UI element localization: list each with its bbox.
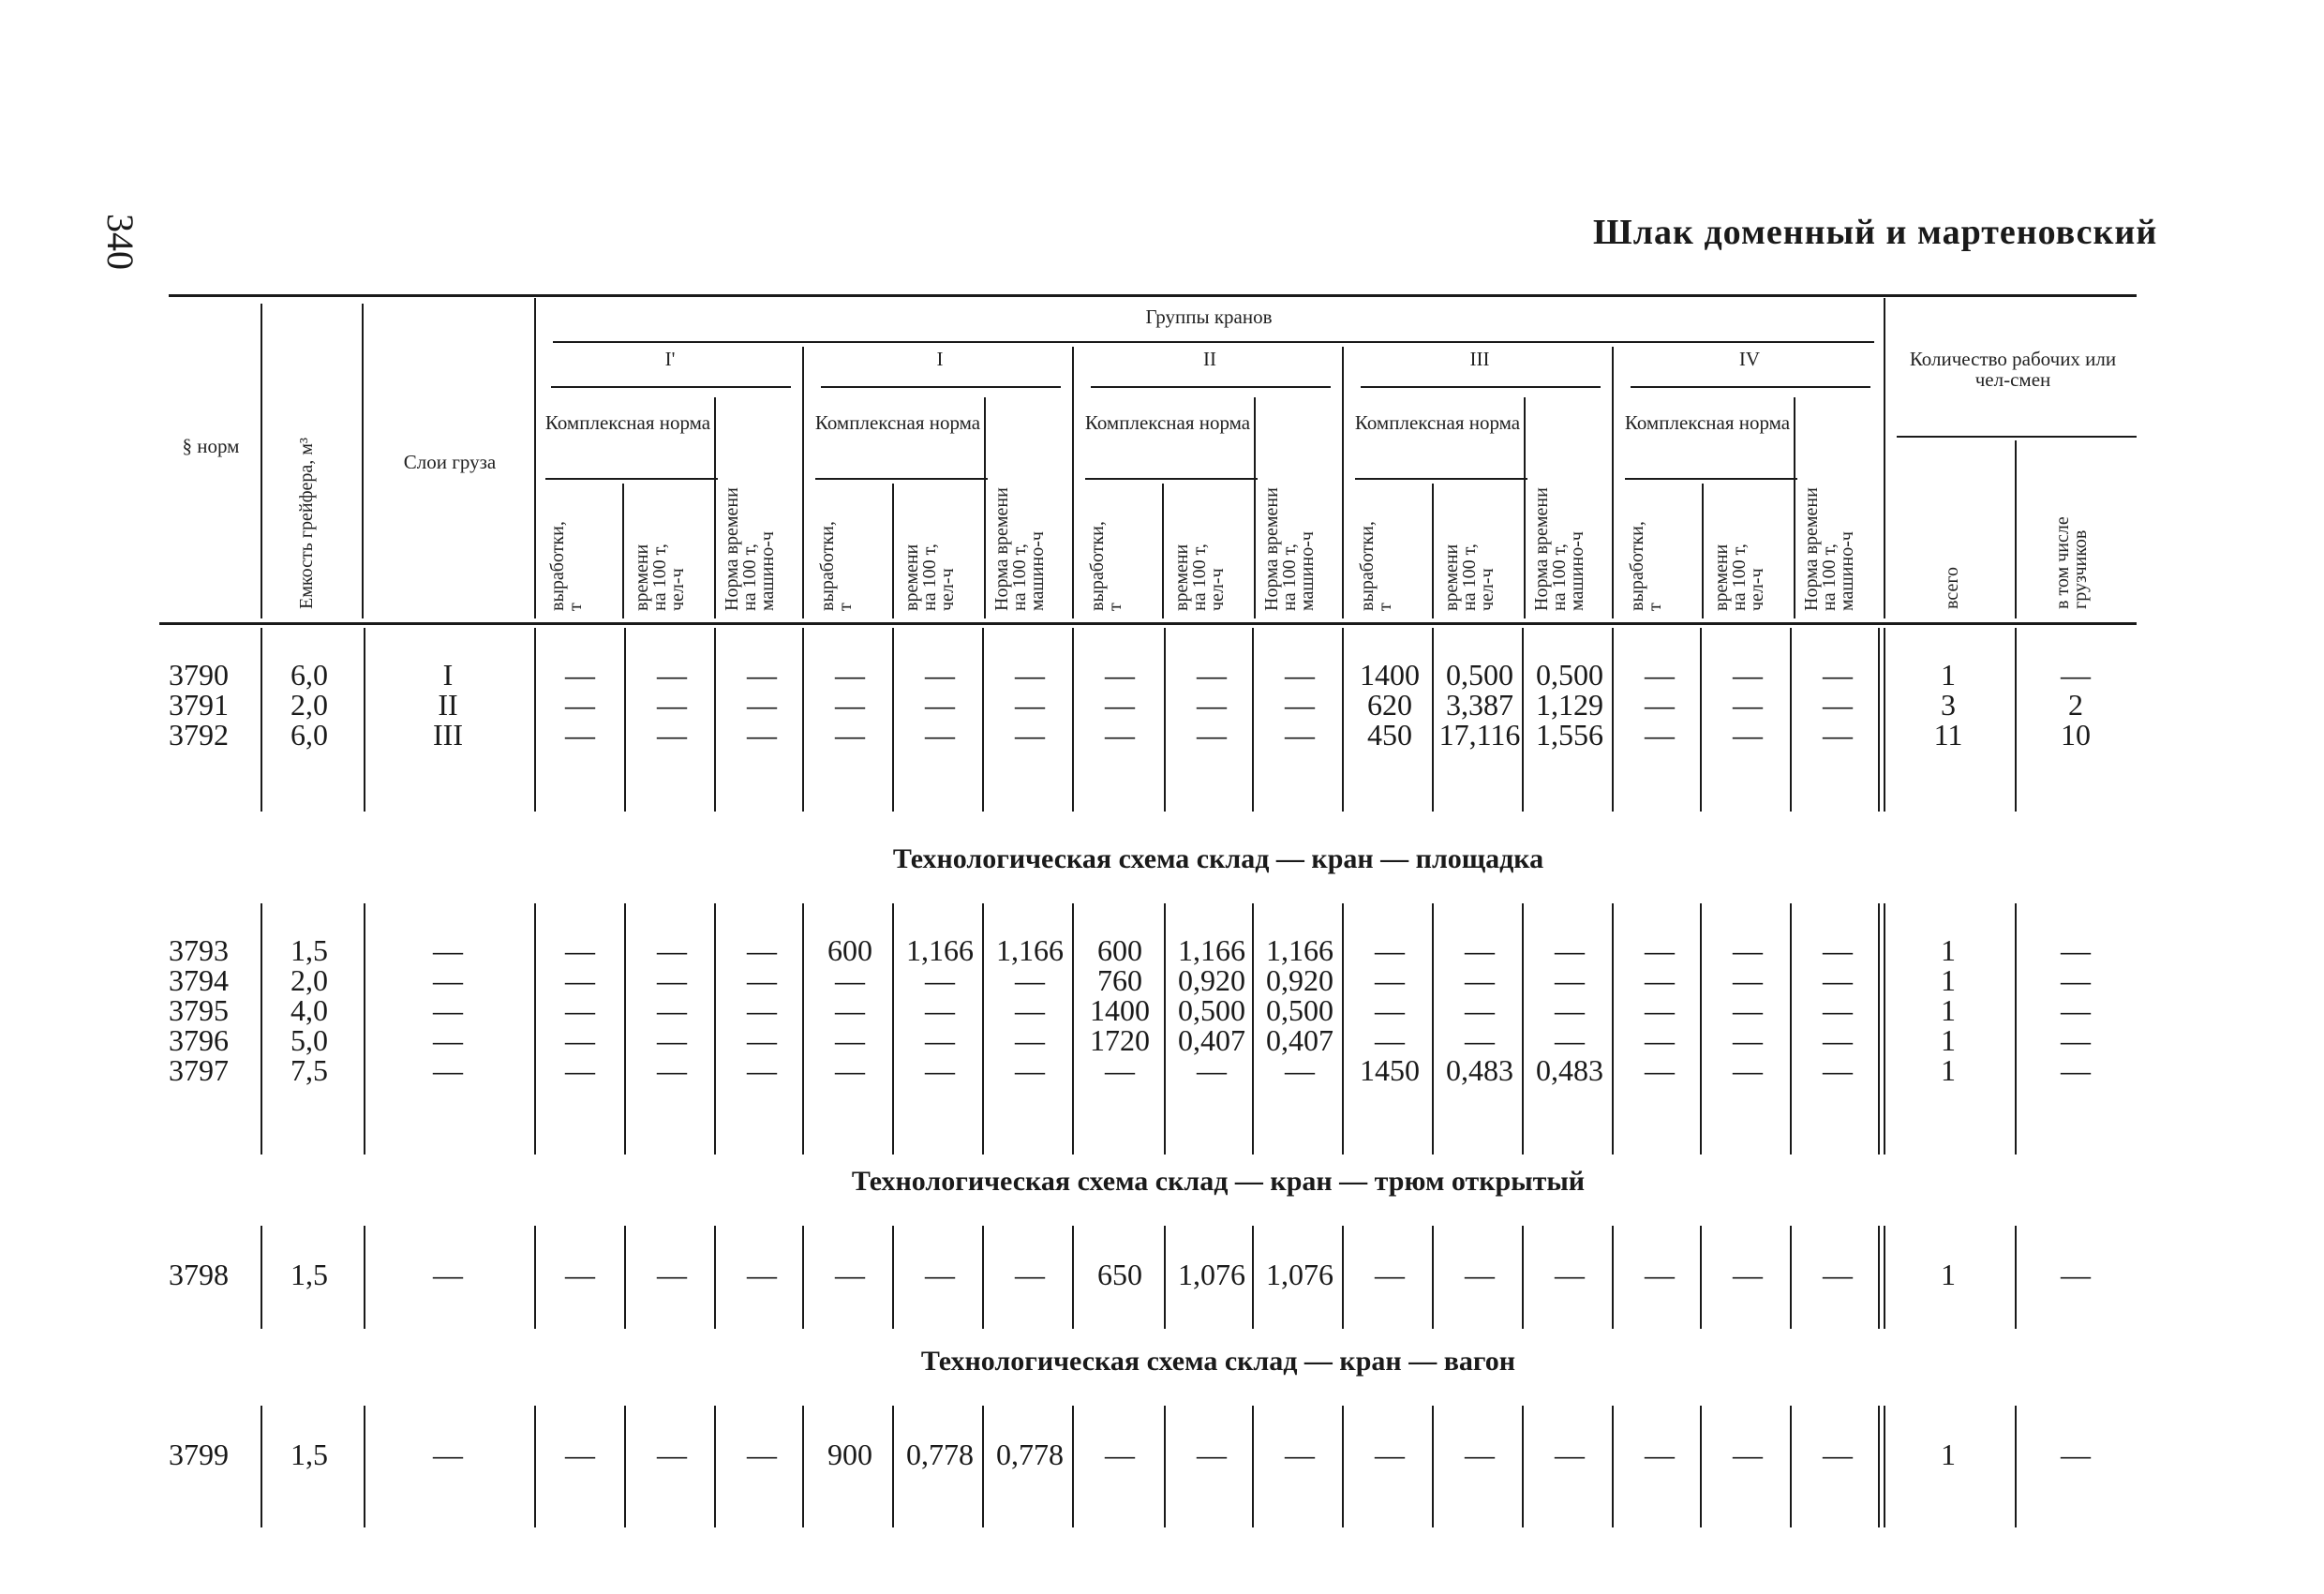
table-header-bottom-rule (159, 622, 2137, 625)
header-cranes: Группы кранов (1145, 305, 1273, 328)
norm-value: — (1285, 658, 1315, 692)
output-header: выработки, т (817, 521, 856, 611)
norm-value: — (1015, 1023, 1045, 1057)
norm-value: — (657, 933, 687, 967)
norm-value: — (1555, 963, 1585, 997)
grab-capacity: 4,0 (290, 993, 328, 1027)
norm-value: — (747, 1053, 777, 1087)
norm-value: — (1733, 1053, 1763, 1087)
norm-value: — (1823, 1023, 1853, 1057)
loaders-count: — (2061, 1258, 2091, 1291)
header-total: всего (1942, 566, 1962, 609)
norm-value: — (1733, 1258, 1763, 1291)
norm-value: — (1015, 658, 1045, 692)
norm-value: — (925, 1023, 955, 1057)
complex-norm-label: Комплексная норма (1084, 411, 1251, 434)
norm-value: 1,166 (1178, 933, 1245, 967)
norm-value: 760 (1097, 963, 1142, 997)
norm-value: — (1285, 718, 1315, 752)
complex-norm-rule (815, 478, 988, 480)
complex-norm-rule (1355, 478, 1527, 480)
loaders-count: — (2061, 1023, 2091, 1057)
norm-value: — (1645, 658, 1675, 692)
cargo-layer: — (433, 1053, 463, 1087)
header-divider (802, 347, 804, 618)
time-header: времени на 100 т, чел-ч (1711, 544, 1767, 611)
complex-norm-label: Комплексная норма (1354, 411, 1521, 434)
norm-value: — (835, 1258, 865, 1291)
norm-value: — (1733, 963, 1763, 997)
norm-value: — (1465, 933, 1495, 967)
cargo-layer: — (433, 1438, 463, 1471)
crane-group-label: I (936, 348, 944, 370)
header-norm: § норм (182, 435, 240, 457)
norm-value: — (1823, 1258, 1853, 1291)
loaders-count: — (2061, 993, 2091, 1027)
norm-value: — (1197, 688, 1227, 722)
norm-value: — (835, 993, 865, 1027)
column-rule (1164, 1406, 1166, 1527)
norm-value: — (565, 963, 595, 997)
column-rule (1164, 903, 1166, 1155)
norm-value: — (1645, 718, 1675, 752)
cargo-layer: — (433, 963, 463, 997)
norm-value: — (1285, 688, 1315, 722)
complex-norm-rule (1085, 478, 1258, 480)
norm-value: 1,076 (1178, 1258, 1245, 1291)
norm-value: — (1645, 1258, 1675, 1291)
norm-value: 1,076 (1266, 1258, 1333, 1291)
norm-value: — (565, 1438, 595, 1471)
header-workers: Количество рабочих или чел-смен (1909, 348, 2117, 391)
grab-capacity: 1,5 (290, 933, 328, 967)
norm-value: — (1375, 1258, 1405, 1291)
norm-value: — (747, 658, 777, 692)
norm-value: — (835, 1053, 865, 1087)
norm-value: — (1733, 718, 1763, 752)
crane-group-rule (1361, 386, 1601, 388)
norm-value: — (925, 688, 955, 722)
norm-number: 3798 (169, 1258, 229, 1291)
workers-total: 1 (1941, 1053, 1956, 1087)
header-divider (261, 304, 262, 618)
norm-value: — (1465, 1023, 1495, 1057)
workers-total: 1 (1941, 658, 1956, 692)
grab-capacity: 6,0 (290, 718, 328, 752)
crane-group-label: IV (1738, 348, 1761, 370)
norm-number: 3799 (169, 1438, 229, 1471)
norm-value: 600 (827, 933, 872, 967)
norm-value: — (1555, 1023, 1585, 1057)
page-number: 340 (99, 214, 142, 270)
workers-total: 1 (1941, 1438, 1956, 1471)
norm-value: 0,778 (906, 1438, 974, 1471)
norm-value: — (1105, 1053, 1135, 1087)
loaders-count: — (2061, 933, 2091, 967)
grab-capacity: 6,0 (290, 658, 328, 692)
complex-norm-rule (545, 478, 718, 480)
crane-group-label: I' (664, 348, 676, 370)
norm-value: — (1823, 993, 1853, 1027)
norm-value: — (1823, 688, 1853, 722)
time-header: времени на 100 т, чел-ч (901, 544, 958, 611)
norm-value: — (1645, 688, 1675, 722)
column-rule (1164, 628, 1166, 812)
norm-value: — (747, 1023, 777, 1057)
workers-total: 1 (1941, 963, 1956, 997)
machine-header: Норма времени на 100 т, машино-ч (722, 487, 778, 611)
header-divider (1612, 347, 1614, 618)
norm-value: — (835, 688, 865, 722)
norm-value: — (1645, 963, 1675, 997)
norm-value: — (657, 688, 687, 722)
norm-value: — (1197, 1438, 1227, 1471)
norm-value: 1,166 (906, 933, 974, 967)
norm-value: 650 (1097, 1258, 1142, 1291)
column-rule (624, 628, 626, 812)
header-loaders: в том числе грузчиков (2052, 516, 2091, 609)
norm-number: 3795 (169, 993, 229, 1027)
norm-value: — (1823, 963, 1853, 997)
norm-value: — (565, 1023, 595, 1057)
crane-group-label: III (1469, 348, 1490, 370)
norm-value: — (747, 933, 777, 967)
cargo-layer: III (433, 718, 463, 752)
norm-value: — (925, 718, 955, 752)
complex-norm-rule (1625, 478, 1797, 480)
norm-value: 1400 (1090, 993, 1150, 1027)
norm-number: 3791 (169, 688, 229, 722)
header-divider (1884, 298, 1885, 618)
norm-value: 0,407 (1266, 1023, 1333, 1057)
complex-norm-label: Комплексная норма (1624, 411, 1791, 434)
norm-value: — (747, 688, 777, 722)
machine-header: Норма времени на 100 т, машино-ч (1531, 487, 1587, 611)
norm-value: 0,483 (1446, 1053, 1513, 1087)
norm-value: — (1015, 688, 1045, 722)
norm-value: — (657, 993, 687, 1027)
norm-value: — (1285, 1053, 1315, 1087)
norm-value: — (1465, 1438, 1495, 1471)
norm-value: — (657, 963, 687, 997)
time-header: времени на 100 т, чел-ч (632, 544, 688, 611)
norm-value: — (925, 658, 955, 692)
workers-total: 3 (1941, 688, 1956, 722)
header-divider (1342, 347, 1344, 618)
norm-value: — (1465, 1258, 1495, 1291)
norm-value: — (1823, 658, 1853, 692)
header-divider (1162, 484, 1164, 618)
norm-value: 600 (1097, 933, 1142, 967)
norm-value: 0,500 (1178, 993, 1245, 1027)
workers-total: 1 (1941, 993, 1956, 1027)
norm-value: — (1197, 1053, 1227, 1087)
norm-value: 900 (827, 1438, 872, 1471)
cargo-layer: II (438, 688, 458, 722)
norm-number: 3790 (169, 658, 229, 692)
norm-value: — (657, 1053, 687, 1087)
norm-value: 0,500 (1446, 658, 1513, 692)
norm-value: 0,778 (996, 1438, 1064, 1471)
workers-total: 1 (1941, 1023, 1956, 1057)
grab-capacity: 1,5 (290, 1258, 328, 1291)
norm-value: — (1645, 933, 1675, 967)
norm-value: 1,166 (1266, 933, 1333, 967)
norm-value: 1720 (1090, 1023, 1150, 1057)
header-layer: Слои груза (403, 451, 497, 473)
norm-value: — (1375, 1438, 1405, 1471)
norm-value: — (747, 1258, 777, 1291)
crane-group-rule (551, 386, 791, 388)
norm-value: — (1645, 1438, 1675, 1471)
norm-value: — (565, 658, 595, 692)
norm-value: — (1105, 688, 1135, 722)
norm-value: — (1645, 993, 1675, 1027)
norm-value: — (925, 1053, 955, 1087)
header-divider (984, 397, 986, 618)
norm-value: — (565, 993, 595, 1027)
crane-group-rule (821, 386, 1061, 388)
norm-value: — (1733, 1023, 1763, 1057)
crane-group-label: II (1203, 348, 1216, 370)
crane-group-rule (1091, 386, 1331, 388)
norm-value: — (565, 718, 595, 752)
column-rule (1164, 1226, 1166, 1329)
norm-number: 3794 (169, 963, 229, 997)
norm-value: — (657, 1258, 687, 1291)
machine-header: Норма времени на 100 т, машино-ч (1801, 487, 1857, 611)
norm-value: — (1823, 1053, 1853, 1087)
norm-value: — (925, 963, 955, 997)
norm-value: — (1645, 1023, 1675, 1057)
section-caption: Технологическая схема склад — кран — площадка (892, 843, 1544, 874)
norm-value: — (1733, 688, 1763, 722)
header-divider (1254, 397, 1256, 618)
workers-total: 11 (1933, 718, 1963, 752)
header-divider (714, 397, 716, 618)
norm-value: — (925, 1258, 955, 1291)
norm-value: 450 (1367, 718, 1412, 752)
norm-value: — (1015, 1258, 1045, 1291)
norm-value: — (1555, 1258, 1585, 1291)
norm-value: 1400 (1360, 658, 1420, 692)
header-divider (1524, 397, 1526, 618)
norm-value: — (1823, 1438, 1853, 1471)
norm-value: — (1823, 718, 1853, 752)
norm-value: 1450 (1360, 1053, 1420, 1087)
norm-value: — (1823, 933, 1853, 967)
header-divider (1794, 397, 1795, 618)
norm-value: 0,500 (1266, 993, 1333, 1027)
header-divider (1432, 484, 1434, 618)
loaders-count: 10 (2061, 718, 2091, 752)
column-rule (624, 903, 626, 1155)
norm-value: — (747, 1438, 777, 1471)
norm-value: — (1375, 963, 1405, 997)
header-cranes-rule (553, 341, 1874, 343)
norm-value: — (657, 718, 687, 752)
grab-capacity: 2,0 (290, 688, 328, 722)
norm-value: — (1555, 933, 1585, 967)
page-title: Шлак доменный и мартеновский (1593, 213, 2158, 252)
norm-value: — (1105, 658, 1135, 692)
norm-value: 1,166 (996, 933, 1064, 967)
crane-group-rule (1631, 386, 1870, 388)
norm-value: — (1105, 718, 1135, 752)
cargo-layer: I (442, 658, 454, 692)
norm-value: — (747, 993, 777, 1027)
norm-value: 620 (1367, 688, 1412, 722)
norm-value: — (1197, 718, 1227, 752)
norm-value: 3,387 (1446, 688, 1513, 722)
norm-value: — (835, 658, 865, 692)
norm-value: — (1555, 993, 1585, 1027)
output-header: выработки, т (1627, 521, 1665, 611)
norm-value: — (835, 718, 865, 752)
norm-number: 3796 (169, 1023, 229, 1057)
norm-value: 0,407 (1178, 1023, 1245, 1057)
norm-value: — (1015, 993, 1045, 1027)
machine-header: Норма времени на 100 т, машино-ч (991, 487, 1048, 611)
workers-total: 1 (1941, 933, 1956, 967)
complex-norm-label: Комплексная норма (544, 411, 711, 434)
grab-capacity: 5,0 (290, 1023, 328, 1057)
output-header: выработки, т (1087, 521, 1125, 611)
norm-value: — (1465, 993, 1495, 1027)
complex-norm-label: Комплексная норма (814, 411, 981, 434)
header-divider (362, 304, 364, 618)
loaders-count: — (2061, 963, 2091, 997)
norm-value: — (565, 688, 595, 722)
loaders-count: — (2061, 1438, 2091, 1471)
header-divider (1702, 484, 1704, 618)
norm-value: — (1197, 658, 1227, 692)
cargo-layer: — (433, 1023, 463, 1057)
section-caption: Технологическая схема склад — кран — вагон (920, 1346, 1516, 1377)
norm-value: — (925, 993, 955, 1027)
norm-value: — (565, 933, 595, 967)
cargo-layer: — (433, 993, 463, 1027)
output-header: выработки, т (547, 521, 586, 611)
norm-value: 0,920 (1266, 963, 1333, 997)
norm-value: — (565, 1258, 595, 1291)
grab-capacity: 1,5 (290, 1438, 328, 1471)
norm-value: — (1375, 1023, 1405, 1057)
loaders-count: 2 (2068, 688, 2083, 722)
norm-number: 3793 (169, 933, 229, 967)
norm-value: — (1015, 718, 1045, 752)
norm-value: — (747, 718, 777, 752)
norm-number: 3792 (169, 718, 229, 752)
header-divider (1072, 347, 1074, 618)
header-divider (2015, 440, 2017, 618)
norm-value: — (1733, 658, 1763, 692)
loaders-count: — (2061, 658, 2091, 692)
norm-value: — (657, 1023, 687, 1057)
norm-value: — (1733, 933, 1763, 967)
norm-value: — (1645, 1053, 1675, 1087)
time-header: времени на 100 т, чел-ч (1441, 544, 1497, 611)
norm-value: 0,920 (1178, 963, 1245, 997)
norm-value: — (565, 1053, 595, 1087)
norm-value: 0,500 (1536, 658, 1603, 692)
header-divider (892, 484, 894, 618)
machine-header: Норма времени на 100 т, машино-ч (1261, 487, 1318, 611)
header-workers-rule (1897, 436, 2137, 438)
norm-value: — (1375, 933, 1405, 967)
column-rule (624, 1226, 626, 1329)
norm-value: — (1733, 993, 1763, 1027)
norm-number: 3797 (169, 1053, 229, 1087)
norm-value: — (657, 658, 687, 692)
grab-capacity: 2,0 (290, 963, 328, 997)
table-top-rule (169, 294, 2137, 297)
header-divider (534, 298, 536, 618)
norm-value: — (1285, 1438, 1315, 1471)
norm-value: — (1733, 1438, 1763, 1471)
norm-value: — (1555, 1438, 1585, 1471)
norm-value: 1,129 (1536, 688, 1603, 722)
norm-value: 17,116 (1438, 718, 1521, 752)
output-header: выработки, т (1357, 521, 1395, 611)
norm-value: — (1015, 1053, 1045, 1087)
section-caption: Технологическая схема склад — кран — трюм открытый (851, 1166, 1586, 1197)
norm-value: — (1465, 963, 1495, 997)
norm-value: — (835, 1023, 865, 1057)
norm-value: — (835, 963, 865, 997)
norm-value: — (657, 1438, 687, 1471)
norm-value: — (747, 963, 777, 997)
header-divider (622, 484, 624, 618)
header-grab: Емкость грейфера, м³ (296, 438, 317, 609)
norm-value: 0,483 (1536, 1053, 1603, 1087)
time-header: времени на 100 т, чел-ч (1171, 544, 1228, 611)
cargo-layer: — (433, 933, 463, 967)
norm-value: — (1375, 993, 1405, 1027)
norm-value: — (1015, 963, 1045, 997)
norm-value: 1,556 (1536, 718, 1603, 752)
loaders-count: — (2061, 1053, 2091, 1087)
column-rule (624, 1406, 626, 1527)
workers-total: 1 (1941, 1258, 1956, 1291)
norm-value: — (1105, 1438, 1135, 1471)
cargo-layer: — (433, 1258, 463, 1291)
grab-capacity: 7,5 (290, 1053, 328, 1087)
